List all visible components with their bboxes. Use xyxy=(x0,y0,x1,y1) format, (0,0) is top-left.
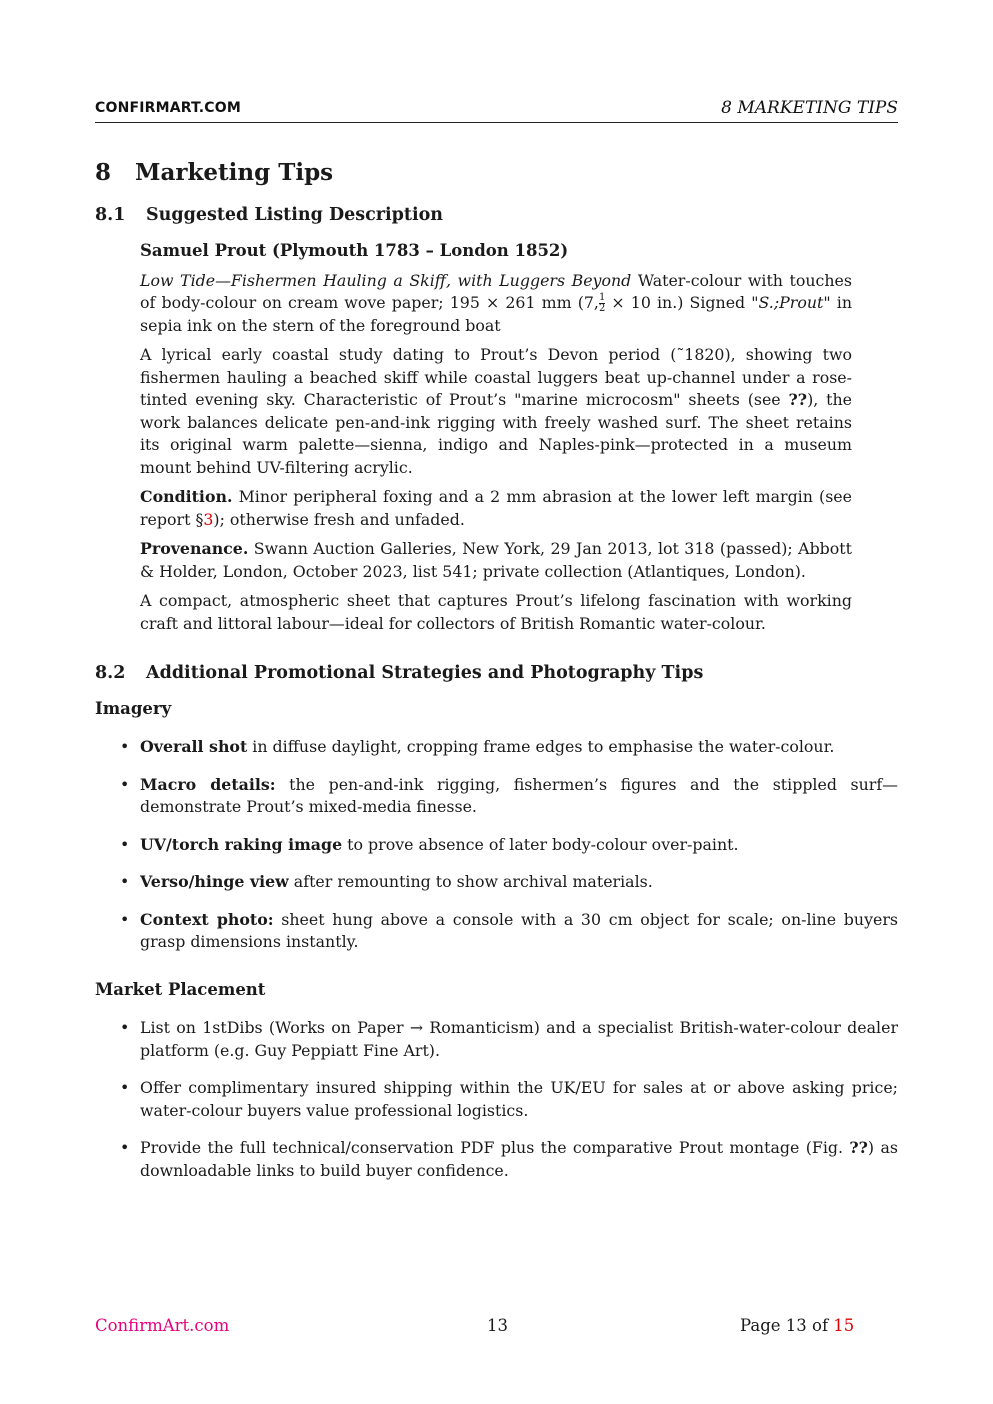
item-label: Macro details: xyxy=(140,774,276,794)
item-text: sheet hung above a console with a 30 cm object for scale; on-line buyers grasp dimensions instantly. xyxy=(140,909,899,951)
item-text: to prove absence of later body-colour over-paint. xyxy=(342,834,739,854)
footer-page-number: 13 xyxy=(487,1316,508,1335)
footer-site-link[interactable]: ConfirmArt.com xyxy=(95,1316,230,1335)
provenance-text: Swann Auction Galleries, New York, 29 Jan 2013, lot 318 (passed); Abbott & Holder, London, October 2023, list 541; private collection (Atlantiques, London). xyxy=(140,539,852,581)
artist-line: Samuel Prout (Plymouth 1783 – London 1852) xyxy=(140,241,569,260)
list-item xyxy=(118,871,898,894)
subsection-number: 8.2 xyxy=(95,663,126,683)
imagery-heading: Imagery xyxy=(95,699,172,718)
page-header xyxy=(95,98,898,123)
running-title: 8 MARKETING TIPS xyxy=(721,98,898,118)
closing-paragraph: A compact, atmospheric sheet that captures Prout’s lifelong fascination with working craft and littoral labour—ideal for collectors of British Romantic water-colour. xyxy=(140,591,852,633)
section-number: 8 xyxy=(95,159,112,186)
condition-text-cont: ); otherwise fresh and unfaded. xyxy=(213,509,465,529)
provenance-paragraph xyxy=(140,538,852,583)
artwork-signature: "S.;Prout" xyxy=(751,293,831,312)
missing-reference: ?? xyxy=(849,1138,868,1157)
fraction-numerator: 1 xyxy=(598,292,606,303)
site-logo: CONFIRMART.COM xyxy=(95,100,242,116)
page-label: Page 13 of xyxy=(740,1316,834,1335)
item-label: Overall shot xyxy=(140,737,248,756)
imagery-list xyxy=(118,736,898,954)
description-text: A lyrical early coastal study dating to Prout’s Devon period (˜1820), showing two fishermen hauling a beached skiff while coastal luggers beat up-channel under a rose-tinted evening sky. Characteristic of Prout’s "marine microcosm" sheets (see xyxy=(140,345,852,409)
market-list xyxy=(118,1017,898,1182)
footer-page-count xyxy=(740,1316,854,1335)
artwork-details xyxy=(140,270,852,338)
list-item xyxy=(118,909,898,954)
list-item: • List on 1stDibs (Works on Paper → Romanticism) and a specialist British-water-colour dealer platform (e.g. Guy Peppiatt Fine Art). xyxy=(118,1017,898,1062)
item-label: UV/torch raking image xyxy=(140,834,343,854)
listing-description xyxy=(140,240,852,635)
missing-reference: ?? xyxy=(788,390,808,409)
artwork-description xyxy=(140,344,852,479)
list-item xyxy=(118,1137,898,1182)
artwork-medium: Water-colour with touches of body-colour on cream wove paper; 195 × 261 mm (7, xyxy=(140,270,853,312)
subsection-number: 8.1 xyxy=(95,205,126,225)
item-text-cont: ) as downloadable links to build buyer confidence. xyxy=(140,1138,898,1180)
item-text: in diffuse daylight, cropping frame edges to emphasise the water-colour. xyxy=(247,737,835,756)
item-text: Provide the full technical/conservation PDF plus the comparative Prout montage (Fig. xyxy=(140,1138,850,1157)
list-item xyxy=(118,736,898,759)
artwork-title: Low Tide—Fishermen Hauling a Skiff, with Luggers Beyond xyxy=(140,270,632,290)
condition-label: Condition. xyxy=(140,487,233,506)
condition-text: Minor peripheral foxing and a 2 mm abrasion at the lower left margin (see report § xyxy=(140,487,852,529)
report-section-link[interactable]: 3 xyxy=(203,509,214,529)
signature-location: in sepia ink on the stern of the foreground boat xyxy=(140,293,852,335)
condition-paragraph xyxy=(140,486,852,531)
fraction-denominator: 2 xyxy=(598,303,606,314)
subsection-title: Additional Promotional Strategies and Photography Tips xyxy=(146,663,704,683)
item-text: the pen-and-ink rigging, fishermen’s figures and the stippled surf—demonstrate Prout’s mixed-media finesse. xyxy=(140,774,898,816)
total-pages-link[interactable]: 15 xyxy=(833,1316,855,1335)
description-text-cont: ), the work balances delicate pen-and-ink rigging with freely washed surf. The sheet retains its original warm palette—sienna, indigo and Naples-pink—protected in a museum mount behind UV-filtering acrylic. xyxy=(140,390,852,477)
item-label: Context photo: xyxy=(140,909,274,929)
provenance-label: Provenance. xyxy=(140,539,249,558)
artwork-dimensions: × 10 in.) Signed xyxy=(605,293,752,312)
section-title: Marketing Tips xyxy=(135,159,334,186)
list-item xyxy=(118,834,898,857)
list-item: • Offer complimentary insured shipping within the UK/EU for sales at or above asking price; water-colour buyers value professional logistics. xyxy=(118,1077,898,1122)
subsection-heading-listing xyxy=(95,205,443,225)
item-label: Verso/hinge view xyxy=(140,872,289,891)
subsection-title: Suggested Listing Description xyxy=(146,205,444,225)
list-item xyxy=(118,774,898,819)
section-heading xyxy=(95,159,333,186)
subsection-heading-promotion xyxy=(95,663,703,683)
market-placement-heading: Market Placement xyxy=(95,980,266,999)
item-text: after remounting to show archival materials. xyxy=(288,872,653,891)
